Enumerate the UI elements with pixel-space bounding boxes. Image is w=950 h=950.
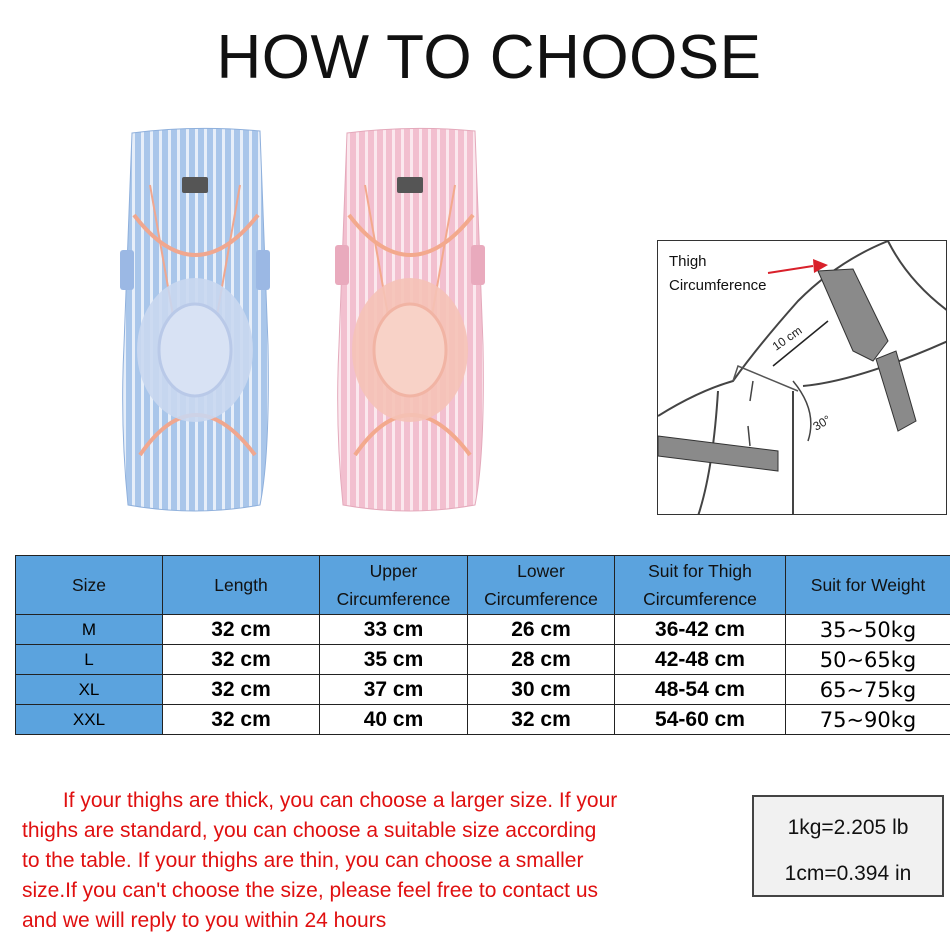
page-title: HOW TO CHOOSE	[216, 23, 762, 92]
table-header-text: Circumference	[336, 589, 451, 609]
table-header-cell	[468, 556, 615, 615]
table-header-text: Circumference	[643, 589, 757, 609]
thirty-degree-label: 30°	[810, 412, 834, 434]
table-cell-thigh: 42-48 cm	[615, 645, 786, 675]
table-cell-lower: 26 cm	[468, 615, 615, 645]
table-cell-weight: 75~90kg	[786, 705, 950, 735]
table-cell-length: 32 cm	[163, 645, 320, 675]
table-row	[16, 705, 950, 735]
table-cell-thigh: 36-42 cm	[615, 615, 786, 645]
table-row	[16, 675, 950, 705]
table-cell-thigh: 48-54 cm	[615, 675, 786, 705]
table-header-text: Length	[214, 575, 268, 595]
table-cell-size: XXL	[16, 705, 163, 735]
note-line: thighs are standard, you can choose a suitable size according	[22, 819, 597, 842]
table-header-cell	[786, 556, 950, 615]
table-header-row	[16, 556, 950, 615]
note-line: If your thighs are thick, you can choose a larger size. If your	[22, 789, 618, 812]
table-cell-upper: 37 cm	[320, 675, 468, 705]
table-header-text: Lower	[517, 561, 565, 581]
table-header-text: Circumference	[484, 589, 598, 609]
knee-measurement-diagram	[657, 240, 947, 515]
table-cell-size: M	[16, 615, 163, 645]
kg-conversion: 1kg=2.205 lb	[787, 816, 909, 839]
table-cell-thigh: 54-60 cm	[615, 705, 786, 735]
table-row	[16, 615, 950, 645]
table-header-text: Size	[71, 575, 107, 595]
size-advice-note	[22, 786, 762, 936]
table-cell-weight: 65~75kg	[786, 675, 950, 705]
table-cell-size: XL	[16, 675, 163, 705]
blue-knee-sleeve-image	[120, 125, 270, 515]
table-cell-length: 32 cm	[163, 705, 320, 735]
cm-conversion: 1cm=0.394 in	[784, 862, 912, 885]
pink-knee-sleeve-image	[335, 125, 485, 515]
table-cell-weight: 50~65kg	[786, 645, 950, 675]
table-header-text: Upper	[369, 561, 418, 581]
note-line: to the table. If your thighs are thin, you can choose a smaller	[22, 849, 584, 872]
table-header-text: Suit for Weight	[810, 575, 926, 595]
table-cell-upper: 35 cm	[320, 645, 468, 675]
table-row	[16, 645, 950, 675]
note-line: size.If you can't choose the size, please feel free to contact us	[22, 879, 599, 902]
table-cell-upper: 33 cm	[320, 615, 468, 645]
table-header-cell	[320, 556, 468, 615]
table-cell-lower: 30 cm	[468, 675, 615, 705]
table-cell-lower: 32 cm	[468, 705, 615, 735]
table-cell-weight: 35~50kg	[786, 615, 950, 645]
unit-conversion-box	[752, 795, 944, 897]
ten-cm-label: 10 cm	[769, 323, 805, 354]
size-chart-table	[15, 555, 950, 735]
table-cell-length: 32 cm	[163, 675, 320, 705]
table-cell-length: 32 cm	[163, 615, 320, 645]
table-cell-size: L	[16, 645, 163, 675]
table-cell-upper: 40 cm	[320, 705, 468, 735]
table-header-cell	[615, 556, 786, 615]
table-header-text: Suit for Thigh	[648, 561, 752, 581]
table-cell-lower: 28 cm	[468, 645, 615, 675]
thigh-circumference-label: Thigh Circumference	[669, 253, 767, 294]
table-header-cell	[163, 556, 320, 615]
note-line: and we will reply to you within 24 hours	[22, 909, 387, 932]
table-header-cell	[16, 556, 163, 615]
